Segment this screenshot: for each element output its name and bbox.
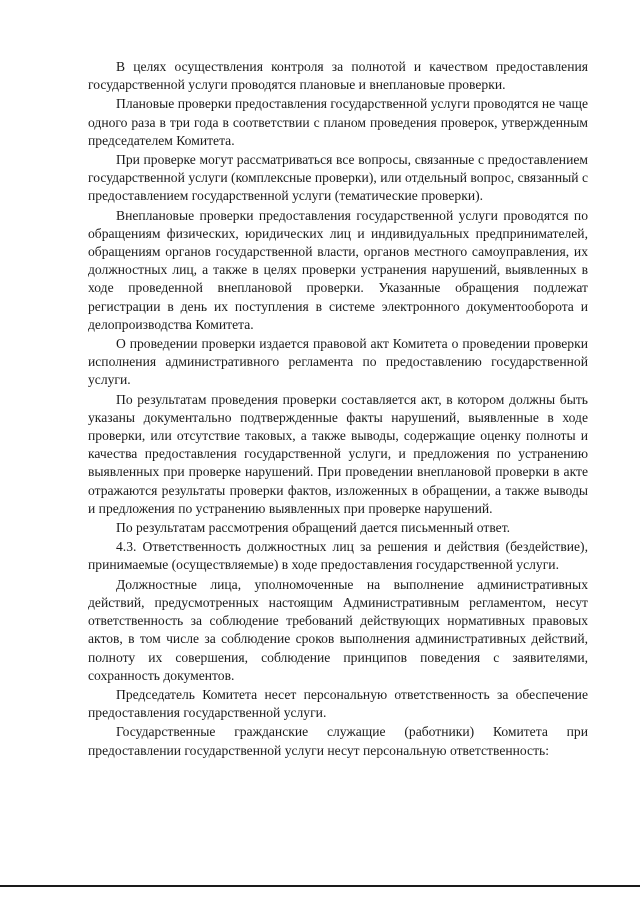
paragraph-legal-act: О проведении проверки издается правовой акт Комитета о проведении проверки исполнения административного регламента по предоставлению государственной услуги. — [88, 336, 588, 388]
paragraph-chairman-responsibility: Председатель Комитета несет персональную ответственность за обеспечение предоставления государственной услуги. — [88, 686, 588, 721]
paragraph-officials-responsibility: Должностные лица, уполномоченные на выполнение административных действий, предусмотренных настоящим Административным регламентом, несут ответственность за соблюдение требований действующих нормативных правовых актов, в том числе за соблюдение сроков выполнения административных действий, полноту их совершения, соблюдение принципов поведения с заявителями, сохранность документов. — [88, 576, 588, 683]
paragraph-control-purpose: В целях осуществления контроля за полнотой и качеством предоставления государственной услуги проводятся плановые и внеплановые проверки. — [88, 59, 588, 93]
paragraph-planned-inspections: Плановые проверки предоставления государственной услуги проводятся не чаще одного раза в три года в соответствии с планом проведения проверок, утвержденным председателем Комитета. — [88, 96, 588, 148]
paragraph-written-response: По результатам рассмотрения обращений дается письменный ответ. — [116, 520, 511, 536]
paragraph-inspection-scope: При проверке могут рассматриваться все вопросы, связанные с предоставлением государственной услуги (комплексные проверки), или отдельный вопрос, связанный с предоставлением государственной услуги (тематические проверки). — [88, 152, 588, 204]
paragraph-unplanned-inspections: Внеплановые проверки предоставления государственной услуги проводятся по обращениям физических, юридических лиц и индивидуальных предпринимателей, обращениям органов государственной власти, органов местного самоуправления, их должностных лиц, а также в целях проверки устранения нарушений, выявленных в ходе проведенной внеплановой проверки. Указанные обращения подлежат регистрации в день их поступления в системе электронного документооборота и делопроизводства Комитета. — [88, 207, 588, 332]
section-heading-4-3: 4.3. Ответственность должностных лиц за решения и действия (бездействие), принимаемые (осуществляемые) в ходе предоставления государственной услуги. — [88, 539, 588, 573]
paragraph-civil-servants-responsibility: Государственные гражданские служащие (работники) Комитета при предоставлении государственной услуги несут персональную ответственность: — [88, 724, 588, 758]
document-page — [88, 58, 588, 760]
paragraph-inspection-results: По результатам проведения проверки составляется акт, в котором должны быть указаны документально подтвержденные факты нарушений, выявленные в ходе проверки, или отсутствие таковых, а также выводы, содержащие оценку полноты и качества предоставления государственной услуги, и предложения по устранению выявленных при проверке нарушений. При проведении внеплановой проверки в акте отражаются результаты проверки фактов, изложенных в обращении, а также выводы и предложения по устранению выявленных при проверке нарушений. — [88, 391, 588, 516]
page-bottom-rule — [0, 885, 640, 887]
